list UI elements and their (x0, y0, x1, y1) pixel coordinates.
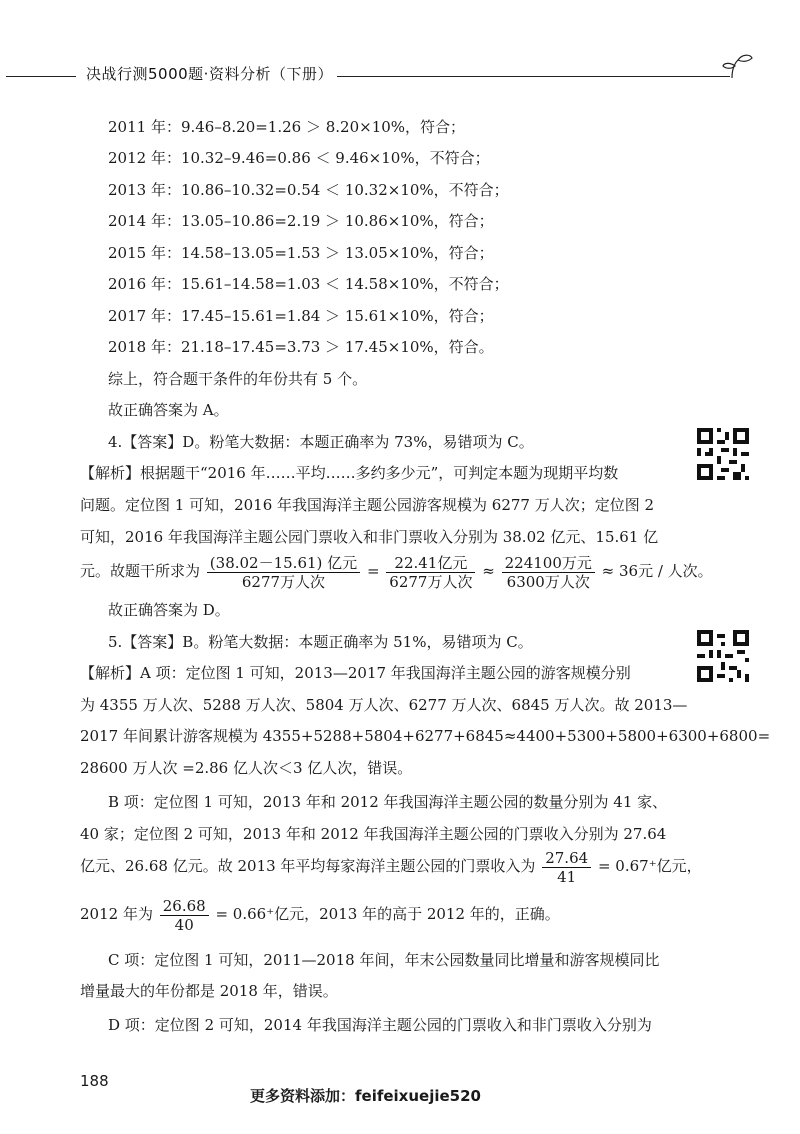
q5-a-1: 【解析】A 项：定位图 1 可知，2013—2017 年我国海洋主题公园的游客规模分别 (80, 664, 631, 682)
footer-note: 更多资料添加：feifeixuejie520 (250, 1087, 481, 1105)
q5-c-2: 增量最大的年份都是 2018 年，错误。 (80, 982, 338, 1000)
q4-formula (80, 551, 713, 591)
q4-formula-prefix: 元。故题干所求为 (80, 562, 201, 580)
q5-b4-fraction (160, 897, 209, 934)
q4-result: ≈ 36元 / 人次。 (601, 562, 713, 580)
q4-analysis-2: 问题。定位图 1 可知，2016 年我国海洋主题公园游客规模为 6277 万人次；定位图 2 (80, 496, 655, 514)
q4-approx: ≈ (482, 562, 495, 580)
q4-fraction-2-den: 6277万人次 (389, 572, 473, 591)
calc-line-2013: 2013 年：10.86–10.32=0.54 ＜ 10.32×10%，不符合； (108, 181, 509, 199)
q5-b-4-prefix: 2012 年为 (80, 905, 153, 923)
q5-b3-fraction-num: 27.64 (542, 849, 591, 868)
answer-line-4: 故正确答案为 D。 (108, 601, 230, 619)
q5-b3-fraction (542, 849, 591, 886)
q5-a-4: 28600 万人次 =2.86 亿人次＜3 亿人次，错误。 (80, 759, 413, 777)
q5-b4-fraction-num: 26.68 (160, 897, 209, 916)
header-title: 决战行测5000题·资料分析（下册） (82, 63, 337, 84)
qr-code-icon (697, 428, 749, 480)
qr-code-icon (697, 630, 749, 682)
q5-b3-fraction-den: 41 (557, 867, 577, 886)
qr-code-q4[interactable] (697, 428, 749, 480)
page-number: 188 (80, 1072, 109, 1090)
q4-fraction-2 (386, 554, 475, 591)
q4-fraction-3-den: 6300万人次 (506, 572, 590, 591)
q4-fraction-3-num: 224100万元 (502, 554, 595, 573)
calc-line-2011: 2011 年：9.46–8.20=1.26 ＞ 8.20×10%，符合； (108, 118, 466, 136)
q5-b-2: 40 家；定位图 2 可知，2013 年和 2012 年我国海洋主题公园的门票收入分别为 27.64 (80, 825, 667, 843)
calc-line-2014: 2014 年：13.05–10.86=2.19 ＞ 10.86×10%，符合； (108, 212, 494, 230)
summary-line: 综上，符合题干条件的年份共有 5 个。 (108, 370, 368, 388)
q5-b-4-suffix: = 0.66⁺亿元，2013 年的高于 2012 年的，正确。 (215, 905, 560, 923)
q5-a-3: 2017 年间累计游客规模为 4355+5288+5804+6277+6845≈4400+5300+5800+6300+6800= (80, 727, 771, 745)
q4-fraction-3 (502, 554, 595, 591)
q5-b4-fraction-den: 40 (174, 915, 194, 934)
q4-fraction-1-den: 6277万人次 (241, 572, 326, 591)
qr-code-q5[interactable] (697, 630, 749, 682)
header-rule-right (300, 76, 730, 77)
q5-c-1: C 项：定位图 1 可知，2011—2018 年间，年末公园数量同比增量和游客规模同比 (108, 951, 660, 969)
q5-b-3 (80, 846, 702, 886)
calc-line-2017: 2017 年：17.45–15.61=1.84 ＞ 15.61×10%，符合； (108, 307, 494, 325)
q5-b-1: B 项：定位图 1 可知，2013 年和 2012 年我国海洋主题公园的数量分别为 41 家、 (108, 793, 668, 811)
calc-line-2018: 2018 年：21.18–17.45=3.73 ＞ 17.45×10%，符合。 (108, 338, 494, 356)
q5-d-1: D 项：定位图 2 可知，2014 年我国海洋主题公园的门票收入和非门票收入分别为 (108, 1016, 652, 1034)
q4-fraction-1-num: (38.02－15.61) 亿元 (207, 554, 360, 573)
q4-fraction-1 (207, 554, 360, 591)
calc-line-2015: 2015 年：14.58–13.05=1.53 ＞ 13.05×10%，符合； (108, 244, 494, 262)
page-header (0, 58, 800, 92)
answer-line-3: 故正确答案为 A。 (108, 401, 229, 419)
q5-b-4 (80, 894, 560, 934)
q4-answer: 4.【答案】D。粉笔大数据：本题正确率为 73%，易错项为 C。 (108, 433, 534, 451)
q5-b-3-suffix: = 0.67⁺亿元， (597, 857, 702, 875)
sprout-icon (720, 52, 756, 84)
q5-answer: 5.【答案】B。粉笔大数据：本题正确率为 51%，易错项为 C。 (108, 633, 533, 651)
calc-line-2012: 2012 年：10.32–9.46=0.86 ＜ 9.46×10%，不符合； (108, 149, 490, 167)
q4-analysis-1: 【解析】根据题干“2016 年……平均……多约多少元”，可判定本题为现期平均数 (80, 464, 619, 482)
q5-a-2: 为 4355 万人次、5288 万人次、5804 万人次、6277 万人次、6845 万人次。故 2013— (80, 696, 688, 714)
header-rule-left (6, 76, 76, 77)
q4-equals: = (366, 562, 380, 580)
q4-analysis-3: 可知，2016 年我国海洋主题公园门票收入和非门票收入分别为 38.02 亿元、15.61 亿 (80, 528, 659, 546)
q5-b-3-prefix: 亿元、26.68 亿元。故 2013 年平均每家海洋主题公园的门票收入为 (80, 857, 536, 875)
calc-line-2016: 2016 年：15.61–14.58=1.03 ＜ 14.58×10%，不符合； (108, 275, 509, 293)
q4-fraction-2-num: 22.41亿元 (386, 554, 475, 573)
